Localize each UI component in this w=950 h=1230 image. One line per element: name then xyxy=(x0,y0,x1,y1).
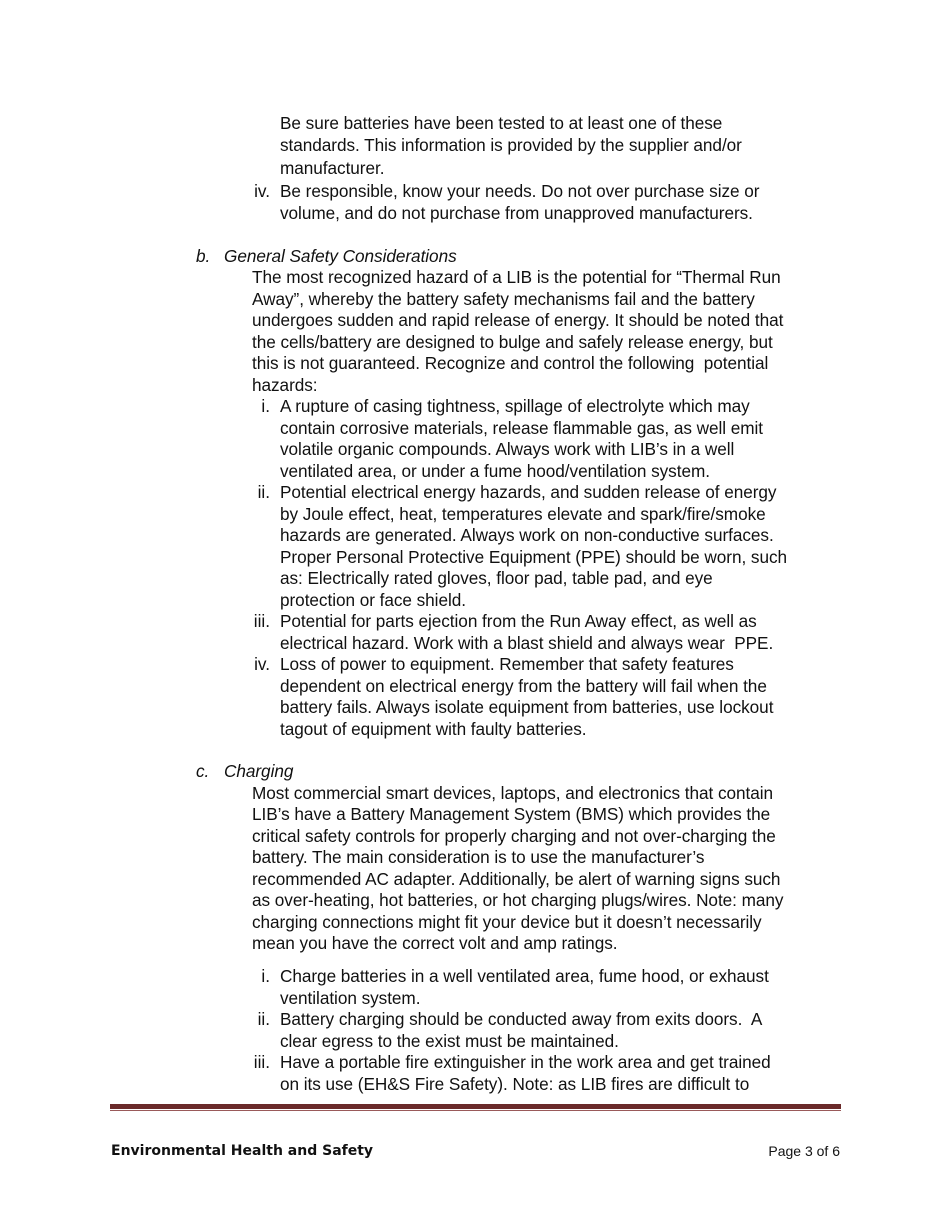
list-marker: iii. xyxy=(253,611,270,631)
text-line: electrical hazard. Work with a blast shield and always wear PPE. xyxy=(280,633,774,653)
text-line: Have a portable fire extinguisher in the work area and get trained xyxy=(280,1052,771,1072)
text-line: dependent on electrical energy from the battery will fail when the xyxy=(280,676,767,696)
section-marker: c. xyxy=(196,761,210,781)
text-line: volume, and do not purchase from unapproved manufacturers. xyxy=(280,203,753,223)
text-line: The most recognized hazard of a LIB is the potential for “Thermal Run xyxy=(252,267,781,287)
text-line: battery fails. Always isolate equipment from batteries, use lockout xyxy=(280,697,774,717)
footer-rule-thin xyxy=(110,1110,841,1111)
list-marker: i. xyxy=(261,396,270,416)
text-line: Proper Personal Protective Equipment (PPE) should be worn, such xyxy=(280,547,788,567)
text-line: LIB’s have a Battery Management System (BMS) which provides the xyxy=(252,804,771,824)
text-line: clear egress to the exist must be maintained. xyxy=(280,1031,619,1051)
text-line: Loss of power to equipment. Remember that safety features xyxy=(280,654,734,674)
list-marker: i. xyxy=(261,966,270,986)
section-heading: Charging xyxy=(224,761,294,781)
text-line: undergoes sudden and rapid release of energy. It should be noted that xyxy=(252,310,784,330)
text-line: the cells/battery are designed to bulge and safely release energy, but xyxy=(252,332,773,352)
text-line: A rupture of casing tightness, spillage of electrolyte which may xyxy=(280,396,750,416)
text-line: on its use (EH&S Fire Safety). Note: as LIB fires are difficult to xyxy=(280,1074,750,1094)
section-heading: General Safety Considerations xyxy=(224,246,457,266)
text-line: Battery charging should be conducted away from exits doors. A xyxy=(280,1009,763,1029)
text-line: Charge batteries in a well ventilated area, fume hood, or exhaust xyxy=(280,966,769,986)
list-marker: ii. xyxy=(257,1009,270,1029)
text-line: Be responsible, know your needs. Do not over purchase size or xyxy=(280,181,760,201)
text-line: Be sure batteries have been tested to at least one of these xyxy=(280,113,723,133)
text-line: standards. This information is provided by the supplier and/or xyxy=(280,135,742,155)
text-line: ventilated area, or under a fume hood/ventilation system. xyxy=(280,461,710,481)
text-line: Most commercial smart devices, laptops, and electronics that contain xyxy=(252,783,774,803)
section-marker: b. xyxy=(196,246,211,266)
list-marker: iii. xyxy=(253,1052,270,1072)
text-line: protection or face shield. xyxy=(280,590,466,610)
text-line: by Joule effect, heat, temperatures elevate and spark/fire/smoke xyxy=(280,504,766,524)
text-line: tagout of equipment with faulty batteries. xyxy=(280,719,587,739)
footer-page-number: Page 3 of 6 xyxy=(768,1143,840,1159)
list-marker: ii. xyxy=(257,482,270,502)
text-line: this is not guaranteed. Recognize and control the following potential xyxy=(252,353,769,373)
footer-department: Environmental Health and Safety xyxy=(111,1143,374,1159)
text-line: charging connections might fit your device but it doesn’t necessarily xyxy=(252,912,762,932)
text-line: Potential for parts ejection from the Run Away effect, as well as xyxy=(280,611,757,631)
list-marker: iv. xyxy=(254,654,270,674)
text-line: Away”, whereby the battery safety mechanisms fail and the battery xyxy=(252,289,755,309)
text-line: mean you have the correct volt and amp ratings. xyxy=(252,933,618,953)
text-line: battery. The main consideration is to use the manufacturer’s xyxy=(252,847,705,867)
text-line: critical safety controls for properly charging and not over-charging the xyxy=(252,826,776,846)
text-line: hazards: xyxy=(252,375,318,395)
text-line: recommended AC adapter. Additionally, be alert of warning signs such xyxy=(252,869,781,889)
text-line: hazards are generated. Always work on non-conductive surfaces. xyxy=(280,525,774,545)
text-line: Potential electrical energy hazards, and sudden release of energy xyxy=(280,482,777,502)
text-line: contain corrosive materials, release flammable gas, as well emit xyxy=(280,418,764,438)
text-line: as over-heating, hot batteries, or hot charging plugs/wires. Note: many xyxy=(252,890,784,910)
text-line: manufacturer. xyxy=(280,158,385,178)
text-line: volatile organic compounds. Always work with LIB’s in a well xyxy=(280,439,735,459)
text-line: ventilation system. xyxy=(280,988,421,1008)
list-marker: iv. xyxy=(254,181,270,201)
footer-rule xyxy=(110,1104,841,1109)
text-line: as: Electrically rated gloves, floor pad, table pad, and eye xyxy=(280,568,713,588)
